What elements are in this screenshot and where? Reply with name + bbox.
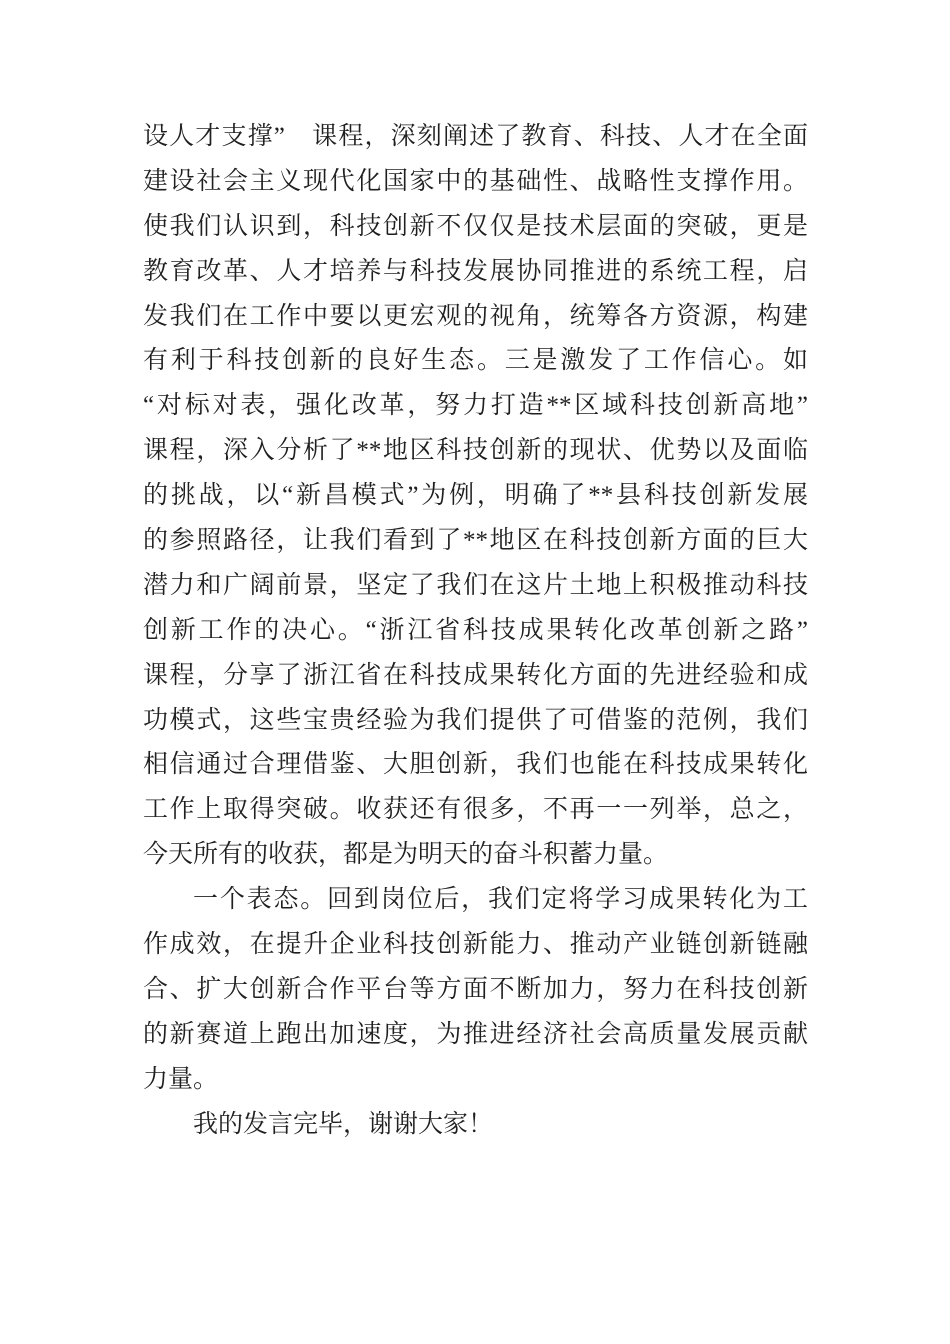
text-line-18-paragraph-start: 一个表态。回到岗位后，我们定将学习成果转化为工 [193, 886, 808, 914]
text-line-4: 教育改革、人才培养与科技发展协同推进的系统工程，启 [143, 257, 808, 285]
text-line-8: 课程，深入分析了**地区科技创新的现状、优势以及面临 [143, 437, 808, 465]
text-line-11: 潜力和广阔前景，坚定了我们在这片土地上积极推动科技 [143, 571, 808, 599]
text-line-1: 设人才支撑” 课程，深刻阐述了教育、科技、人才在全面 [143, 123, 808, 150]
text-line-10: 的参照路径，让我们看到了**地区在科技创新方面的巨大 [143, 527, 808, 555]
text-line-20: 合、扩大创新合作平台等方面不断加力，努力在科技创新 [143, 975, 808, 1003]
text-line-14: 功模式，这些宝贵经验为我们提供了可借鉴的范例，我们 [143, 706, 808, 734]
text-line-3: 使我们认识到，科技创新不仅仅是技术层面的突破，更是 [143, 212, 808, 240]
text-line-9: 的挑战，以“新昌模式”为例，明确了**县科技创新发展 [143, 482, 808, 510]
text-line-19: 作成效，在提升企业科技创新能力、推动产业链创新链融 [143, 931, 808, 959]
document-text-block [143, 115, 808, 1147]
text-line-16: 工作上取得突破。收获还有很多，不再一一列举，总之， [143, 796, 808, 824]
text-line-23-closing: 我的发言完毕，谢谢大家！ [193, 1110, 494, 1138]
text-line-22-paragraph-end: 力量。 [143, 1065, 219, 1093]
text-line-21: 的新赛道上跑出加速度，为推进经济社会高质量发展贡献 [143, 1020, 808, 1048]
text-line-17-paragraph-end: 今天所有的收获，都是为明天的奋斗积蓄力量。 [143, 841, 669, 869]
text-line-7: “对标对表，强化改革，努力打造**区域科技创新高地” [143, 392, 808, 420]
text-line-12: 创新工作的决心。“浙江省科技成果转化改革创新之路” [143, 616, 808, 644]
text-line-6: 有利于科技创新的良好生态。三是激发了工作信心。如 [143, 347, 808, 375]
text-line-2: 建设社会主义现代化国家中的基础性、战略性支撑作用。 [143, 167, 808, 195]
text-line-5: 发我们在工作中要以更宏观的视角，统筹各方资源，构建 [143, 302, 808, 330]
text-line-13: 课程，分享了浙江省在科技成果转化方面的先进经验和成 [143, 661, 808, 689]
text-line-15: 相信通过合理借鉴、大胆创新，我们也能在科技成果转化 [143, 751, 808, 779]
